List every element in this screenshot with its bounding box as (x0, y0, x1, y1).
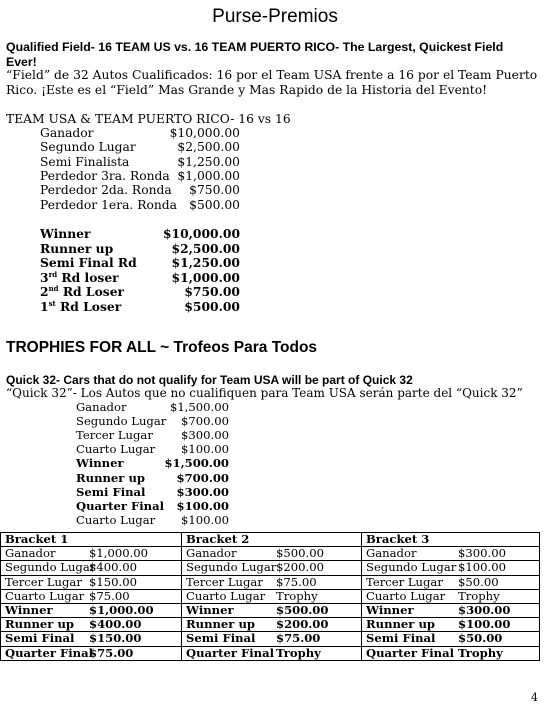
purse-spanish-label: Semi Finalista (40, 154, 130, 169)
bracket-label: Winner (186, 603, 234, 618)
bracket-cell (182, 547, 362, 561)
page-number: 4 (531, 691, 538, 704)
purse-english-amount: $2,500.00 (171, 240, 240, 256)
bracket-cell (1, 575, 182, 589)
quick32-label: Winner (76, 456, 124, 471)
bracket-cell (362, 603, 540, 617)
intro-heading-line1: Qualified Field- 16 TEAM US vs. 16 TEAM PUERTO RICO- The Largest, Quickest Field (6, 40, 504, 54)
page-title: Purse-Premios (212, 6, 338, 27)
quick32-amount: $700.00 (176, 470, 229, 485)
bracket-cell-content (5, 647, 177, 660)
intro-spanish-line2: Rico. ¡Este es el “Field” Mas Grande y Mas Rapido de la Historia del Evento! (6, 83, 488, 97)
intro-spanish-line1: “Field” de 32 Autos Cualificados: 16 por el Team USA frente a 16 por el Team Puerto (6, 68, 538, 82)
bracket-row (1, 646, 540, 660)
bracket-amount: $150.00 (89, 631, 142, 646)
purse-english-label: Semi Final Rd (40, 255, 137, 271)
bracket-amount: Trophy (458, 589, 500, 603)
bracket-cell-content (186, 590, 357, 603)
bracket-amount: $75.00 (276, 631, 321, 646)
bracket-cell (182, 603, 362, 617)
purse-spanish-amount: $10,000.00 (169, 126, 240, 140)
bracket-cell (182, 618, 362, 632)
bracket-label: Ganador (366, 546, 417, 561)
bracket-amount: $100.00 (458, 617, 511, 632)
bracket-cell-content (186, 604, 357, 617)
purse-english-label: 1st Rd Loser (40, 298, 122, 314)
purse-spanish-amount: $1,000.00 (177, 168, 240, 183)
bracket-label: Ganador (186, 546, 237, 561)
quick32-heading: Quick 32- Cars that do not qualify for Team USA will be part of Quick 32 (6, 373, 413, 387)
bracket-cell-content (366, 576, 535, 589)
quick32-label: Cuarto Lugar (76, 512, 156, 527)
bracket-amount: $50.00 (458, 631, 503, 646)
quick32-amount: $100.00 (181, 442, 229, 457)
bracket-cell (182, 561, 362, 575)
ordinal-suffix: nd (48, 284, 59, 294)
bracket-label: Winner (366, 603, 414, 618)
purse-spanish-amount: $2,500.00 (177, 140, 240, 155)
bracket-row (1, 589, 540, 603)
bracket-cell (362, 646, 540, 660)
quick32-amount: $100.00 (181, 512, 229, 527)
purse-spanish-label: Perdedor 2da. Ronda (40, 183, 172, 198)
bracket-cell-content (366, 632, 535, 645)
bracket-amount: Trophy (276, 646, 321, 660)
bracket-cell-content (186, 647, 357, 660)
bracket-cell-content (366, 590, 535, 603)
bracket-cell (362, 589, 540, 603)
bracket-cell-content (366, 604, 535, 617)
purse-spanish-label: Ganador (40, 126, 94, 140)
bracket-amount: $200.00 (276, 560, 324, 575)
purse-english-amount: $10,000.00 (162, 226, 240, 241)
bracket-amount: Trophy (458, 646, 503, 660)
bracket-amount: $400.00 (89, 617, 142, 632)
bracket-label: Winner (5, 603, 53, 618)
bracket-amount: $75.00 (276, 575, 317, 589)
quick32-amount: $300.00 (181, 428, 229, 443)
purse-spanish-amount: $1,250.00 (177, 154, 240, 169)
bracket-cell (1, 561, 182, 575)
bracket-cell-content (5, 576, 177, 589)
bracket-cell-content (366, 618, 535, 631)
bracket-label: Semi Final (5, 631, 75, 646)
bracket-cell-content (186, 547, 357, 560)
bracket-amount: $75.00 (89, 646, 134, 660)
bracket-cell (362, 561, 540, 575)
quick32-amount: $1,500.00 (164, 456, 229, 471)
bracket-label: Runner up (186, 617, 255, 632)
bracket-cell-content (186, 576, 357, 589)
bracket-row (1, 632, 540, 646)
bracket-cell (1, 603, 182, 617)
bracket-cell-content (366, 647, 535, 660)
purse-spanish-amount: $500.00 (189, 197, 240, 212)
quick32-amount: $1,500.00 (169, 400, 229, 414)
bracket-cell (1, 646, 182, 660)
ordinal-suffix: st (48, 298, 56, 308)
bracket-cell (1, 632, 182, 646)
quick32-amount: $300.00 (176, 484, 229, 499)
bracket-label: Tercer Lugar (5, 575, 82, 589)
bracket-label: Ganador (5, 546, 56, 561)
purse-english-label: Winner (40, 226, 91, 241)
brackets-table (0, 532, 540, 661)
bracket-header: Bracket 3 (362, 533, 540, 547)
bracket-cell (362, 575, 540, 589)
purse-english-amount: $500.00 (184, 299, 240, 314)
bracket-amount: $1,000.00 (89, 603, 154, 618)
bracket-cell-content (5, 604, 177, 617)
trophies-heading: TROPHIES FOR ALL ~ Trofeos Para Todos (6, 339, 318, 356)
quick32-amount: $100.00 (176, 498, 229, 513)
bracket-cell (182, 589, 362, 603)
bracket-row (1, 575, 540, 589)
bracket-cell (182, 646, 362, 660)
bracket-row (1, 561, 540, 575)
ordinal-suffix: rd (48, 269, 58, 279)
bracket-label: Quarter Final (5, 646, 94, 660)
purse-english-label: 2nd Rd Loser (40, 284, 125, 300)
bracket-cell-content (5, 632, 177, 645)
bracket-cell-content (366, 547, 535, 560)
quick32-label: Tercer Lugar (76, 428, 153, 443)
purse-spanish-label: Perdedor 1era. Ronda (40, 197, 178, 212)
quick32-label: Ganador (76, 400, 127, 414)
bracket-cell (362, 632, 540, 646)
purse-english-amount: $750.00 (184, 284, 240, 300)
quick32-label: Cuarto Lugar (76, 442, 156, 457)
purse-spanish-label: Perdedor 3ra. Ronda (40, 168, 170, 183)
bracket-amount: $300.00 (458, 546, 506, 561)
purse-spanish-amount: $750.00 (189, 183, 240, 198)
purse-english-amount: $1,000.00 (171, 269, 240, 285)
bracket-cell (362, 618, 540, 632)
bracket-label: Semi Final (186, 631, 256, 646)
bracket-cell (182, 575, 362, 589)
purse-english-amount: $1,250.00 (171, 255, 240, 271)
bracket-label: Tercer Lugar (366, 575, 443, 589)
bracket-label: Runner up (366, 617, 435, 632)
bracket-row (1, 547, 540, 561)
quick32-amount: $700.00 (181, 414, 229, 429)
bracket-amount: $300.00 (458, 603, 511, 618)
bracket-row (1, 603, 540, 617)
bracket-label: Semi Final (366, 631, 436, 646)
bracket-cell-content (5, 547, 177, 560)
team-heading: TEAM USA & TEAM PUERTO RICO- 16 vs 16 (6, 112, 291, 126)
bracket-cell-content (186, 618, 357, 631)
bracket-cell-content (5, 618, 177, 631)
bracket-label: Quarter Final (186, 646, 275, 660)
bracket-amount: Trophy (276, 589, 318, 603)
bracket-cell (182, 632, 362, 646)
bracket-header: Bracket 2 (182, 533, 362, 547)
bracket-amount: $150.00 (89, 575, 137, 589)
bracket-amount: $100.00 (458, 560, 506, 575)
bracket-cell (362, 547, 540, 561)
bracket-label: Quarter Final (366, 646, 455, 660)
quick32-label: Segundo Lugar (76, 414, 167, 429)
bracket-row (1, 618, 540, 632)
bracket-header: Bracket 1 (1, 533, 182, 547)
purse-english-label: 3rd Rd loser (40, 269, 119, 285)
bracket-amount: $200.00 (276, 617, 329, 632)
bracket-amount: $500.00 (276, 603, 329, 618)
bracket-amount: $400.00 (89, 560, 137, 575)
bracket-label: Cuarto Lugar (186, 589, 266, 603)
bracket-label: Tercer Lugar (186, 575, 263, 589)
bracket-cell (1, 547, 182, 561)
bracket-amount: $50.00 (458, 575, 499, 589)
bracket-amount: $75.00 (89, 589, 130, 603)
bracket-amount: $500.00 (276, 546, 324, 561)
bracket-cell-content (186, 632, 357, 645)
bracket-label: Segundo Lugar (5, 560, 96, 575)
purse-english-label: Runner up (40, 240, 114, 256)
bracket-label: Cuarto Lugar (5, 589, 85, 603)
bracket-label: Segundo Lugar (186, 560, 277, 575)
quick32-label: Quarter Final (76, 498, 165, 513)
bracket-cell (1, 618, 182, 632)
intro-heading-line2: Ever! (6, 55, 37, 69)
bracket-amount: $1,000.00 (89, 546, 149, 561)
bracket-label: Cuarto Lugar (366, 589, 446, 603)
bracket-cell-content (5, 590, 177, 603)
quick32-label: Semi Final (76, 484, 146, 499)
purse-spanish-label: Segundo Lugar (40, 140, 136, 155)
bracket-cell-content (366, 561, 535, 574)
quick32-spanish: “Quick 32”- Los Autos que no cualifiquen para Team USA serán parte del “Quick 32” (6, 386, 523, 400)
bracket-cell-content (186, 561, 357, 574)
bracket-label: Segundo Lugar (366, 560, 457, 575)
bracket-label: Runner up (5, 617, 74, 632)
quick32-label: Runner up (76, 470, 145, 485)
bracket-cell-content (5, 561, 177, 574)
bracket-cell (1, 589, 182, 603)
bracket-header-row (1, 533, 540, 547)
